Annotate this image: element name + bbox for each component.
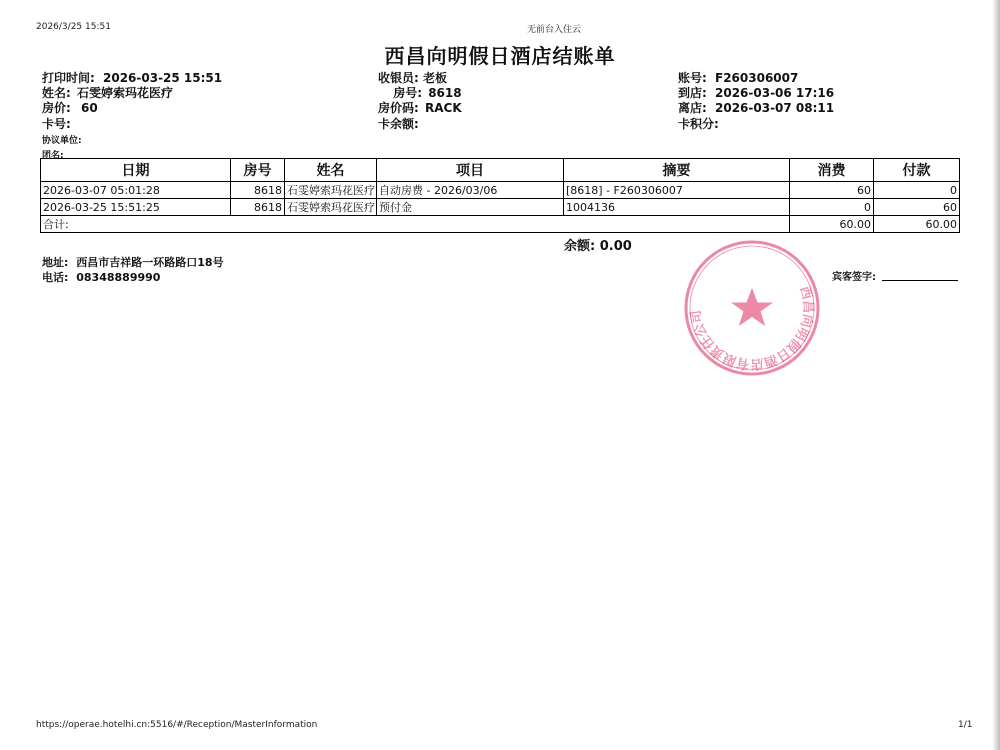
col-header-date: 日期: [41, 159, 231, 182]
group-label: 团名:: [42, 151, 64, 161]
col-header-name: 姓名: [285, 159, 377, 182]
cell-payment: 0: [874, 182, 960, 199]
cell-summary: [8618] - F260306007: [564, 182, 790, 199]
rate-code-row: [378, 99, 462, 116]
rate-code-value: RACK: [425, 101, 462, 115]
total-payment: 60.00: [874, 216, 960, 233]
col-header-payment: 付款: [874, 159, 960, 182]
footer-url: https://operae.hotelhi.cn:5516/#/Reception/MasterInformation: [36, 720, 318, 730]
print-time-value: 2026-03-25 15:51: [103, 71, 223, 85]
card-no-label: 卡号:: [42, 117, 71, 131]
col-header-summary: 摘要: [564, 159, 790, 182]
table-total-row: [41, 216, 960, 233]
seal-text: 西昌向明假日酒店有限责任公司: [688, 284, 816, 372]
cell-item: 自动房费 - 2026/03/06: [377, 182, 564, 199]
guest-signature-label: 宾客签字:: [832, 272, 876, 283]
company-seal-stamp: [682, 238, 822, 378]
print-page-title: 无前台入住云: [527, 25, 582, 35]
cell-payment: 60: [874, 199, 960, 216]
table-header-row: [41, 159, 960, 182]
agreement-unit-label: 协议单位:: [42, 136, 82, 146]
cell-summary: 1004136: [564, 199, 790, 216]
bill-table: [40, 158, 960, 233]
cell-room: 8618: [231, 182, 285, 199]
address-row: [42, 254, 224, 270]
rate-value: 60: [81, 101, 98, 115]
cell-name: 石雯婷索玛花医疗: [285, 182, 377, 199]
signature-line: [882, 280, 958, 281]
total-consumption: 60.00: [790, 216, 874, 233]
cell-date: 2026-03-25 15:51:25: [41, 199, 231, 216]
departure-row: [678, 99, 834, 116]
name-value: 石雯婷索玛花医疗: [77, 86, 174, 100]
room-no-label: 房号:: [393, 86, 422, 100]
arrival-label: 到店:: [678, 86, 707, 100]
rate-row: [42, 99, 98, 116]
cell-room: 8618: [231, 199, 285, 216]
col-header-consumption: 消费: [790, 159, 874, 182]
cashier-label: 收银员:: [378, 71, 419, 85]
cell-consumption: 0: [790, 199, 874, 216]
cell-consumption: 60: [790, 182, 874, 199]
phone-value: 08348889990: [76, 271, 161, 284]
rate-code-label: 房价码:: [378, 101, 419, 115]
cell-name: 石雯婷索玛花医疗: [285, 199, 377, 216]
account-value: F260306007: [715, 71, 799, 85]
arrival-value: 2026-03-06 17:16: [715, 86, 835, 100]
address-value: 西昌市吉祥路一环路路口18号: [76, 256, 224, 269]
document-title: 西昌向明假日酒店结账单: [384, 44, 616, 68]
address-label: 地址:: [42, 256, 69, 269]
col-header-item: 项目: [377, 159, 564, 182]
card-balance-row: [378, 115, 419, 132]
print-datetime: 2026/3/25 15:51: [36, 22, 111, 32]
cell-item: 预付金: [377, 199, 564, 216]
cell-date: 2026-03-07 05:01:28: [41, 182, 231, 199]
print-time-label: 打印时间:: [42, 71, 95, 85]
phone-label: 电话:: [42, 271, 69, 284]
phone-row: [42, 269, 160, 285]
scan-edge-shadow: [992, 0, 1000, 750]
cashier-value: 老板: [423, 71, 448, 85]
table-row: [41, 199, 960, 216]
room-no-value: 8618: [428, 86, 462, 100]
table-row: [41, 182, 960, 199]
departure-label: 离店:: [678, 101, 707, 115]
card-points-label: 卡积分:: [678, 117, 719, 131]
seal-star-icon: [731, 288, 773, 326]
card-balance-label: 卡余额:: [378, 117, 419, 131]
departure-value: 2026-03-07 08:11: [715, 101, 835, 115]
account-label: 账号:: [678, 71, 707, 85]
balance-text: 余额: 0.00: [564, 239, 632, 254]
guest-signature: [832, 268, 958, 283]
col-header-room: 房号: [231, 159, 285, 182]
total-label: 合计:: [41, 216, 790, 233]
footer-page-number: 1/1: [958, 720, 973, 730]
card-no-row: [42, 115, 71, 132]
card-points-row: [678, 115, 719, 132]
rate-label: 房价:: [42, 101, 71, 115]
name-label: 姓名:: [42, 86, 71, 100]
